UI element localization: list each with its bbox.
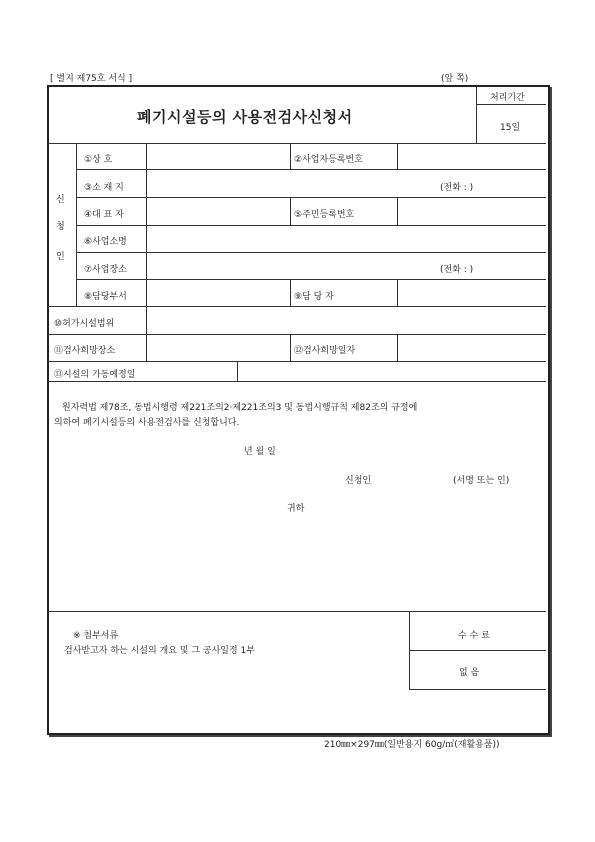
inspection-date-label: ⑫검사희망일자 bbox=[294, 346, 356, 356]
department-label: ⑧담당부서 bbox=[84, 292, 127, 302]
addressee: 귀하 bbox=[287, 504, 305, 514]
business-name-label: ⑥사업소명 bbox=[84, 237, 127, 247]
applicant-signature-label: 신청인 bbox=[345, 476, 372, 486]
applicant-label-3: 인 bbox=[56, 252, 65, 262]
permit-scope-label: ⑩허가시설범위 bbox=[54, 319, 115, 329]
manager-label: ⑨담 당 자 bbox=[294, 292, 334, 302]
fee-value: 없 음 bbox=[459, 668, 480, 678]
applicant-label-2: 청 bbox=[56, 222, 65, 232]
fee-label: 수 수 료 bbox=[458, 631, 490, 641]
signature-note: (서명 또는 인) bbox=[453, 476, 510, 486]
address-phone: (전화 : ) bbox=[440, 183, 474, 193]
representative-label: ④대 표 자 bbox=[84, 210, 124, 220]
statement-line-2: 의하여 폐기시설등의 사용전검사를 신청합니다. bbox=[54, 418, 240, 428]
trade-name-label: ①상 호 bbox=[84, 155, 113, 165]
applicant-label-1: 신 bbox=[56, 195, 65, 205]
business-place-label: ⑦사업장소 bbox=[84, 265, 127, 275]
resident-reg-no-label: ⑤주민등록번호 bbox=[294, 210, 355, 220]
attachments-heading: ※ 첨부서류 bbox=[73, 631, 119, 641]
page-side-label: (앞 쪽) bbox=[441, 74, 469, 84]
processing-period-label: 처리기간 bbox=[490, 93, 525, 103]
inspection-place-label: ⑪검사희망장소 bbox=[54, 346, 116, 356]
paper-spec-footer: 210㎜×297㎜(일반용지 60g/㎡(재활용품)) bbox=[324, 740, 500, 750]
address-label: ③소 재 지 bbox=[84, 183, 124, 193]
processing-period-value: 15일 bbox=[500, 123, 521, 133]
form-number: [ 별지 제75호 서식 ] bbox=[50, 74, 133, 84]
form-title: 폐기시설등의 사용전검사신청서 bbox=[137, 108, 353, 126]
date-line: 년 월 일 bbox=[244, 447, 276, 457]
business-place-phone: (전화 : ) bbox=[440, 265, 474, 275]
business-reg-no-label: ②사업자등록번호 bbox=[294, 155, 363, 165]
statement-line-1: 원자력법 제78조, 동법시행령 제221조의2·제221조의3 및 동법시행규칙 제82조의 규정에 bbox=[62, 403, 418, 413]
operation-date-label: ⑬시설의 가동예정일 bbox=[54, 370, 136, 380]
attachments-item: 검사받고자 하는 시설의 개요 및 그 공사일정 1부 bbox=[64, 646, 255, 656]
